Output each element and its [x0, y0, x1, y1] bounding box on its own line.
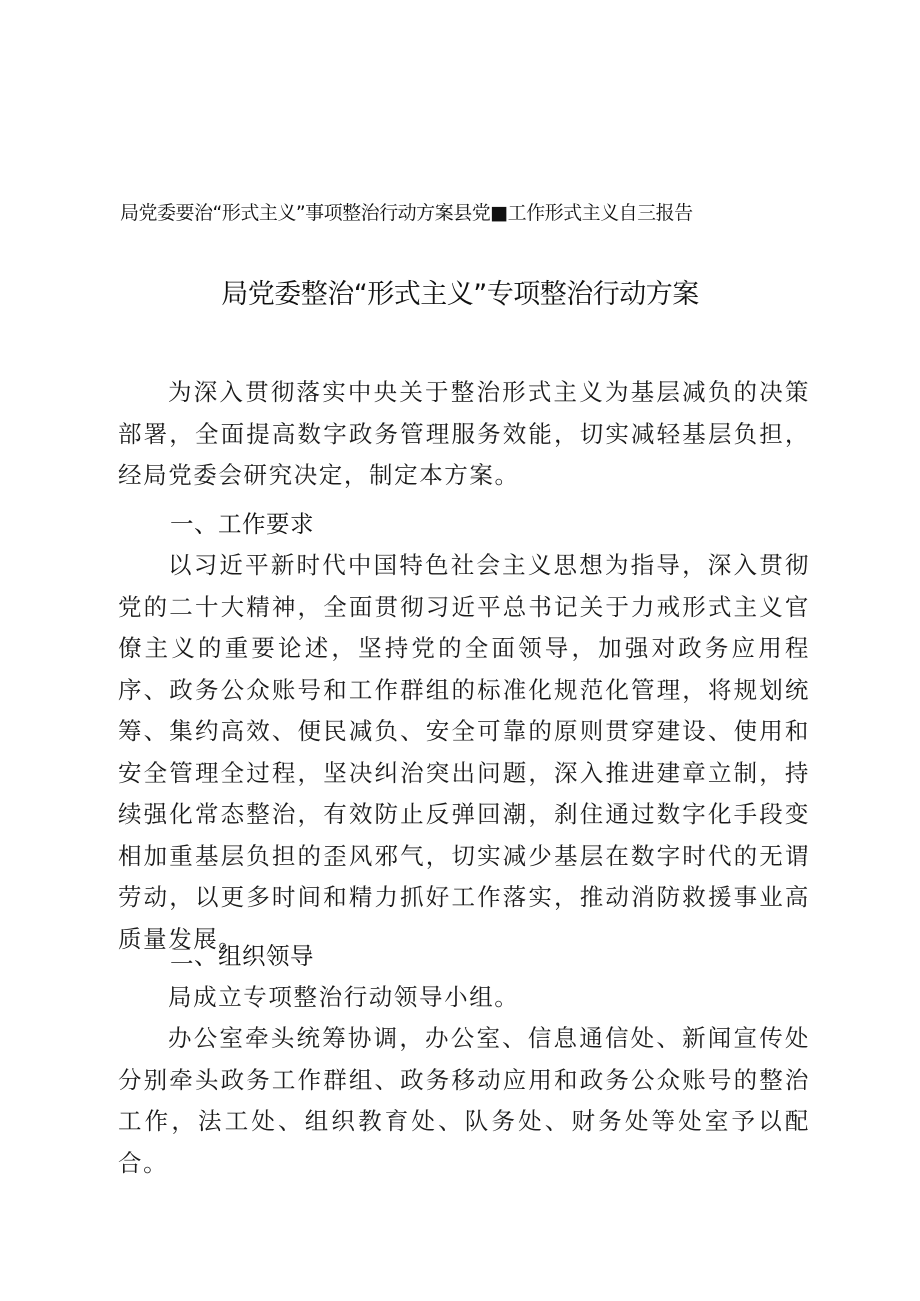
- coordination-paragraph: 办公室牵头统筹协调，办公室、信息通信处、新闻宣传处分别牵头政务工作群组、政务移动应用和政务公众账号的整治工作，法工处、组织教育处、队务处、财务处等处室予以配合。: [118, 1024, 810, 1177]
- section-heading-work-requirements: 一、工作要求: [170, 510, 314, 538]
- document-title: 局党委整治“形式主义”专项整治行动方案: [221, 279, 699, 310]
- work-requirements-paragraph: 以习近平新时代中国特色社会主义思想为指导，深入贯彻党的二十大精神，全面贯彻习近平总书记关于力戒形式主义官僚主义的重要论述，坚持党的全面领导，加强对政务应用程序、政务公众账号和工作群组的标准化规范化管理，将规划统筹、集约高效、便民减负、安全可靠的原则贯穿建设、使用和安全管理全过程，坚决纠治突出问题，深入推进建章立制，持续强化常态整治，有效防止反弹回潮，刹住通过数字化手段变相加重基层负担的歪风邪气，切实减少基层在数字时代的无谓劳动，以更多时间和精力抓好工作落实，推动消防救援事业高质量发展。: [118, 551, 810, 953]
- document-header: 局党委要治“形式主义”事项整治行动方案县党■工作形式主义自三报告: [120, 202, 693, 224]
- leadership-group-paragraph: 局成立专项整治行动领导小组。: [168, 983, 520, 1011]
- intro-paragraph: 为深入贯彻落实中央关于整治形式主义为基层减负的决策部署，全面提高数字政务管理服务效能，切实减轻基层负担，经局党委会研究决定，制定本方案。: [118, 378, 810, 489]
- section-heading-organization-leadership: 二、组织领导: [170, 942, 314, 970]
